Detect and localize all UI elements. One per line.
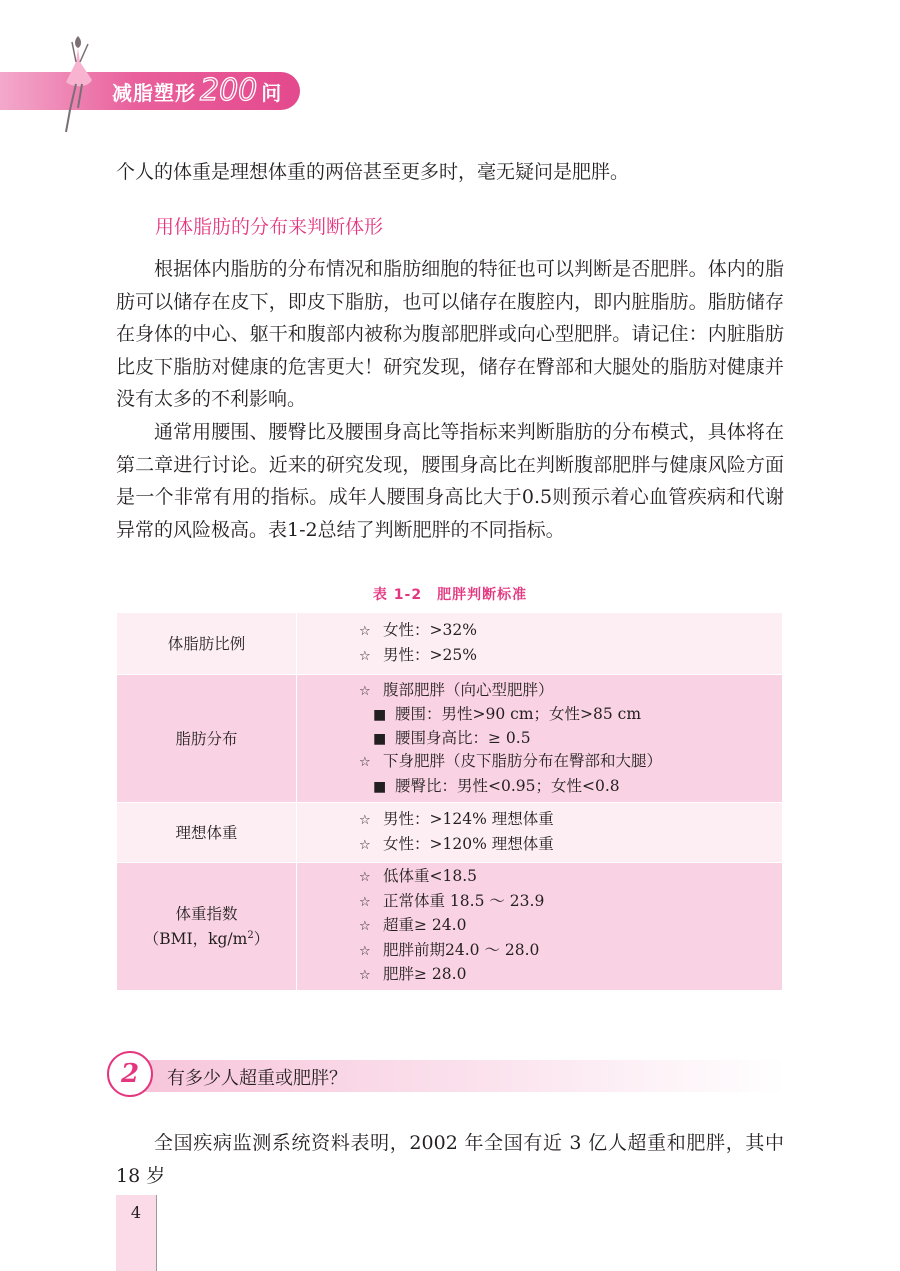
book-title-number: 200	[200, 73, 258, 108]
list-subitem: ■ 腰围身高比：≥ 0.5	[359, 727, 781, 751]
section-title: 有多少人超重或肥胖？	[167, 1068, 347, 1089]
star-icon: ☆	[359, 894, 371, 910]
row-items	[297, 613, 783, 675]
book-title-prefix: 减脂塑形	[112, 81, 196, 105]
star-icon: ☆	[359, 837, 371, 853]
star-icon: ☆	[359, 683, 371, 699]
row-label: 体脂肪比例	[117, 613, 297, 675]
list-item: ☆ 腹部肥胖（向心型肥胖）	[359, 679, 781, 704]
criteria-table	[116, 612, 783, 991]
square-bullet-icon: ■	[373, 707, 387, 724]
list-item: ☆ 肥胖前期24.0 ～ 28.0	[359, 939, 781, 964]
list-item: ☆ 男性：>25%	[359, 644, 781, 669]
paragraph-2: 通常用腰围、腰臀比及腰围身高比等指标来判断脂肪的分布模式，具体将在第二章进行讨论。近来的研究发现，腰围身高比在判断腹部肥胖与健康风险方面是一个非常有用的指标。成年人腰围身高比大于0.5则预示着心血管疾病和代谢异常的风险极高。表1-2总结了判断肥胖的不同指标。	[116, 421, 784, 541]
star-icon: ☆	[359, 624, 371, 639]
row-items	[297, 675, 783, 803]
star-icon: ☆	[359, 968, 371, 984]
table-row	[117, 863, 783, 991]
intro-line: 个人的体重是理想体重的两倍甚至更多时，毫无疑问是肥胖。	[116, 161, 630, 183]
star-icon: ☆	[359, 813, 371, 828]
row-label-line2: （BMI，$kg/m^2$）	[143, 929, 270, 949]
row-items	[297, 803, 783, 863]
list-item: ☆ 女性：>32%	[359, 619, 781, 644]
list-item: ☆ 下身肥胖（皮下脂肪分布在臀部和大腿）	[359, 750, 781, 775]
dancer-logo-icon	[48, 32, 108, 142]
list-item: ☆ 女性：>120% 理想体重	[359, 833, 781, 858]
paragraph-1: 根据体内脂肪的分布情况和脂肪细胞的特征也可以判断是否肥胖。体内的脂肪可以储存在皮下，即皮下脂肪，也可以储存在腹腔内，即内脏脂肪。脂肪储存在身体的中心、躯干和腹部内被称为腹部肥胖或向心型肥胖。请记住：内脏脂肪比皮下脂肪对健康的危害更大！研究发现，储存在臀部和大腿处的脂肪对健康并没有太多的不利影响。	[116, 258, 784, 410]
page-number: 4	[130, 1203, 142, 1222]
subheading: 用体脂肪的分布来判断体形	[155, 216, 384, 238]
book-title-suffix: 问	[261, 81, 282, 105]
closing-line: 全国疾病监测系统资料表明，2002 年全国有近 3 亿人超重和肥胖，其中 18 岁	[116, 1132, 784, 1187]
row-label-line1: 体重指数	[175, 904, 238, 923]
square-bullet-icon: ■	[373, 730, 387, 747]
star-icon: ☆	[359, 919, 371, 935]
square-bullet-icon: ■	[373, 778, 387, 795]
row-items	[297, 863, 783, 991]
star-icon: ☆	[359, 648, 371, 664]
row-label: 脂肪分布	[117, 675, 297, 803]
book-title	[112, 73, 282, 108]
table-row	[117, 803, 783, 863]
star-icon: ☆	[359, 755, 371, 771]
row-label	[117, 863, 297, 991]
star-icon: ☆	[359, 943, 371, 959]
section-number: 2	[107, 1051, 153, 1097]
list-item: ☆ 肥胖≥ 28.0	[359, 963, 781, 988]
list-item: ☆ 正常体重 18.5 ～ 23.9	[359, 890, 781, 915]
table-row	[117, 613, 783, 675]
star-icon: ☆	[359, 870, 371, 886]
table-row	[117, 675, 783, 803]
row-label: 理想体重	[117, 803, 297, 863]
list-item: ☆ 超重≥ 24.0	[359, 914, 781, 939]
table-caption: 表 1-2 肥胖判断标准	[372, 587, 528, 603]
list-item: ☆ 低体重<18.5	[359, 865, 781, 890]
list-subitem: ■ 腰臀比：男性<0.95；女性<0.8	[359, 775, 781, 799]
list-subitem: ■ 腰围：男性>90 cm；女性>85 cm	[359, 703, 781, 727]
list-item: ☆ 男性：>124% 理想体重	[359, 808, 781, 833]
